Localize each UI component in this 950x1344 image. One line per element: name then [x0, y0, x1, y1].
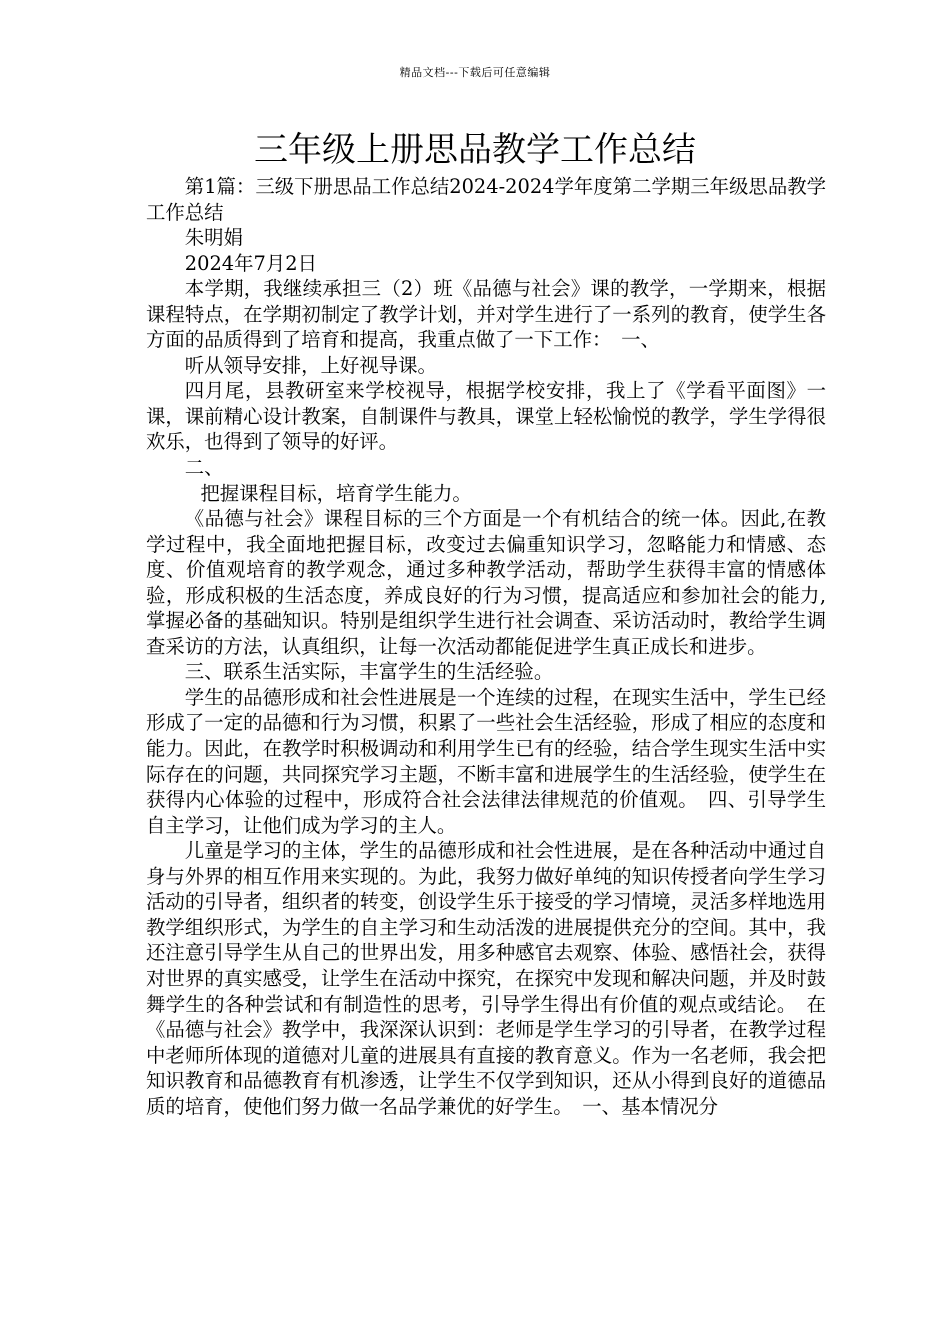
paragraph: 2024年7月2日	[184, 251, 317, 275]
paragraph: 听从领导安排，上好视导课。	[184, 353, 437, 377]
paragraph: 学生的品德形成和社会性进展是一个连续的过程，在现实生活中，学生已经形成了一定的品德和行为习惯，积累了一些社会生活经验，形成了相应的态度和能力。因此，在教学时积极调动和利用学生已有的经验，结合学生现实生活中实际存在的问题，共同探究学习主题，不断丰富和进展学生的生活经验，使学生在获得内心体验的过程中，形成符合社会法律法律规范的价值观。 四、引导学生自主学习，让他们成为学习的主人。	[146, 685, 826, 837]
paragraph: 儿童是学习的主体，学生的品德形成和社会性进展，是在各种活动中通过自身与外界的相互作用来实现的。为此，我努力做好单纯的知识传授者向学生学习活动的引导者，组织者的转变，创设学生乐于接受的学习情境，灵活多样地选用教学组织形式，为学生的自主学习和生动活泼的进展提供充分的空间。其中，我还注意引导学生从自己的世界出发，用多种感官去观察、体验、感悟社会，获得对世界的真实感受，让学生在活动中探究，在探究中发现和解决问题，并及时鼓舞学生的各种尝试和有制造性的思考，引导学生得出有价值的观点或结论。 在《品德与社会》教学中，我深深认识到：老师是学生学习的引导者，在教学过程中老师所体现的道德对儿童的进展具有直接的教育意义。作为一名老师，我会把知识教育和品德教育有机渗透，让学生不仅学到知识，还从小得到良好的道德品质的培育，使他们努力做一名品学兼优的好学生。 一、基本情况分	[146, 839, 826, 1118]
header-note: 精品文档---下载后可任意编辑	[399, 66, 551, 79]
paragraph: 第1篇：三级下册思品工作总结2024-2024学年度第二学期三年级思品教学工作总结	[146, 175, 826, 224]
paragraph: 二、	[184, 456, 224, 480]
paragraph: 本学期，我继续承担三（2）班《品德与社会》课的教学，一学期来，根据课程特点，在学期初制定了教学计划，并对学生进行了一系列的教育，使学生各方面的品质得到了培育和提高，我重点做了一下工作： 一、	[146, 277, 826, 352]
paragraph: 《品德与社会》课程目标的三个方面是一个有机结合的统一体。因此,在教学过程中，我全面地把握目标，改变过去偏重知识学习，忽略能力和情感、态度、价值观培育的教学观念，通过多种教学活动，帮助学生获得丰富的情感体验，形成积极的生活态度，养成良好的行为习惯，提高适应和参加社会的能力,掌握必备的基础知识。特别是组织学生进行社会调查、采访活动时，教给学生调查采访的方法，认真组织，让每一次活动都能促进学生真正成长和进步。	[146, 507, 826, 658]
paragraph: 三、联系生活实际，丰富学生的生活经验。	[184, 660, 554, 684]
document-title: 三年级上册思品教学工作总结	[254, 130, 696, 170]
paragraph: 把握课程目标，培育学生能力。	[200, 481, 472, 505]
paragraph: 朱明娟	[184, 226, 243, 250]
paragraph: 四月尾，县教研室来学校视导，根据学校安排，我上了《学看平面图》一课，课前精心设计教案，自制课件与教具，课堂上轻松愉悦的教学，学生学得很欢乐，也得到了领导的好评。	[146, 379, 826, 454]
document-body	[146, 174, 826, 1119]
